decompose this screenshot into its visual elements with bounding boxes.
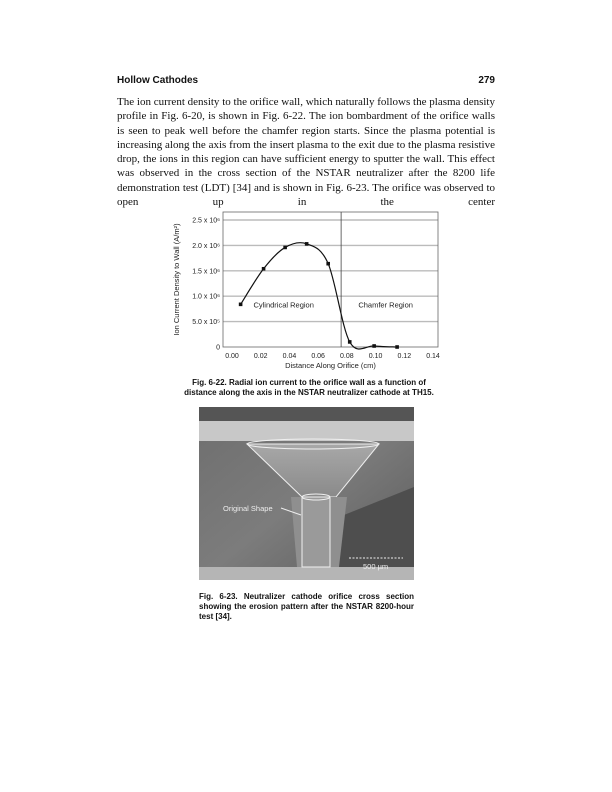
x-tick-label: 0.04 xyxy=(282,353,297,360)
y-tick-label: 1.5 x 10⁶ xyxy=(192,268,220,276)
plot-frame xyxy=(223,212,438,347)
orifice-cross-section-photo xyxy=(199,407,414,580)
y-tick-label: 2.0 x 10⁶ xyxy=(192,242,220,250)
y-tick-label: 0 xyxy=(216,344,220,352)
caption-line: distance along the axis in the NSTAR neutralizer cathode at TH15. xyxy=(184,388,434,397)
figure-6-23-caption xyxy=(199,592,414,622)
data-point xyxy=(395,345,399,349)
page-number: 279 xyxy=(478,75,495,86)
y-tick-label: 2.5 x 10⁶ xyxy=(192,217,220,225)
x-tick-label: 0.02 xyxy=(253,353,268,360)
annotation-cylindrical-region: Cylindrical Region xyxy=(253,300,314,310)
y-tick-label: 1.0 x 10⁶ xyxy=(192,293,220,301)
x-tick-label: 0.06 xyxy=(311,353,325,360)
ion-current-chart xyxy=(165,205,450,377)
x-tick-label: 0.12 xyxy=(397,353,412,360)
annotation-chamfer-region: Chamfer Region xyxy=(358,300,413,310)
x-tick-label: 0.00 xyxy=(225,353,239,360)
data-point xyxy=(305,242,309,246)
scale-bar-label: 500 µm xyxy=(363,562,389,571)
data-point xyxy=(348,340,352,344)
body-paragraph: The ion current density to the orifice wall, which naturally follows the plasma density profile in Fig. 6-20, is shown in Fig. 6-22. The ion bombardment of the orifice walls is seen to peak well before the chamfer region starts. Since the plasma potential is increasing along the axis from the insert plasma to the exit due to the plasma resistive drop, the ions in this region can have sufficient energy to sputter the wall. This effect was observed in the cross section of the NSTAR neutralizer after the 8200 life demonstration test (LDT) [34] and is shown in Fig. 6-23. The orifice was observed to open up in the center xyxy=(117,96,495,209)
y-tick-label: 5.0 x 10⁵ xyxy=(192,319,220,327)
x-tick-label: 0.14 xyxy=(426,353,440,360)
caption-line: test [34]. xyxy=(199,612,232,621)
data-point xyxy=(262,267,266,271)
data-point xyxy=(239,303,243,307)
x-tick-label: 0.10 xyxy=(368,353,383,360)
running-header: Hollow Cathodes xyxy=(117,75,199,86)
x-tick-label: 0.08 xyxy=(340,353,354,360)
caption-line: Fig. 6-23. Neutralizer cathode orifice cross section xyxy=(199,592,414,601)
original-shape-label: Original Shape xyxy=(223,504,273,513)
x-axis-label: Distance Along Orifice (cm) xyxy=(285,361,376,370)
data-point xyxy=(372,344,376,348)
figure-6-22-caption xyxy=(174,378,444,398)
data-point xyxy=(326,262,330,266)
data-point xyxy=(283,246,287,250)
caption-line: Fig. 6-22. Radial ion current to the orifice wall as a function of xyxy=(192,378,426,387)
caption-line: showing the erosion pattern after the NSTAR 8200-hour xyxy=(199,602,414,611)
y-axis-label: Ion Current Density to Wall (A/m²) xyxy=(172,223,181,336)
